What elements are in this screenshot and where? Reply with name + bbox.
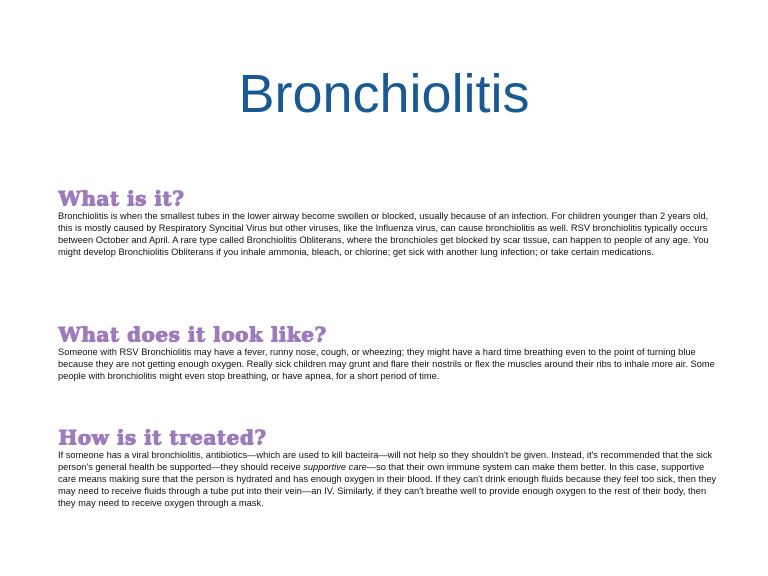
section-body-text: —so that their own immune system can make them better. In this case, supportive care means making sure that the person is hydrated and has enough oxygen in their blood. If they can't drink enough fluids because they feel too sick, then they may need to receive fluids through a tube put into their vein—an IV. Similarly, if they can't breathe well to provide enough oxygen to the rest of their body, then they may need to receive oxygen through a mask. (58, 462, 717, 508)
section-heading: What does it look like? (58, 322, 327, 346)
section-how-is-it-treated (58, 425, 718, 509)
section-body (58, 449, 718, 509)
section-body: Bronchiolitis is when the smallest tubes in the lower airway become swollen or blocked, usually because of an infection. For children younger than 2 years old, this is mostly caused by Respiratory Syncitial Virus but other viruses, like the Influenza virus, can cause bronchiolitis as well. RSV bronchiolitis typically occurs between October and April. A rare type called Bronchiolitis Obliterans, where the bronchioles get blocked by scar tissue, can happen to people of any age. You might develop Bronchiolitis Obliterans if you inhale ammonia, bleach, or chlorine; get sick with another lung infection; or take certain medications. (58, 211, 709, 257)
section-what-does-it-look-like (58, 322, 718, 382)
section-heading: How is it treated? (58, 425, 267, 449)
section-heading: What is it? (58, 186, 185, 210)
page-title: Bronchiolitis (238, 64, 530, 124)
section-body-text: If someone has a viral bronchiolitis, antibiotics—which are used to kill bacteira—will not help so they shouldn't be given. Instead, it's recommended that the sick person's general health be supported—they should receive (58, 450, 713, 472)
section-body: Someone with RSV Bronchiolitis may have a fever, runny nose, cough, or wheezing; they might have a hard time breathing even to the point of turning blue because they are not getting enough oxygen. Really sick children may grunt and flare their nostrils or flex the muscles around their ribs to inhale more air. Some people with bronchiolitis might even stop breathing, or have apnea, for a short period of time. (58, 347, 715, 381)
section-what-is-it (58, 186, 718, 258)
emphasized-term: supportive care (303, 462, 367, 472)
